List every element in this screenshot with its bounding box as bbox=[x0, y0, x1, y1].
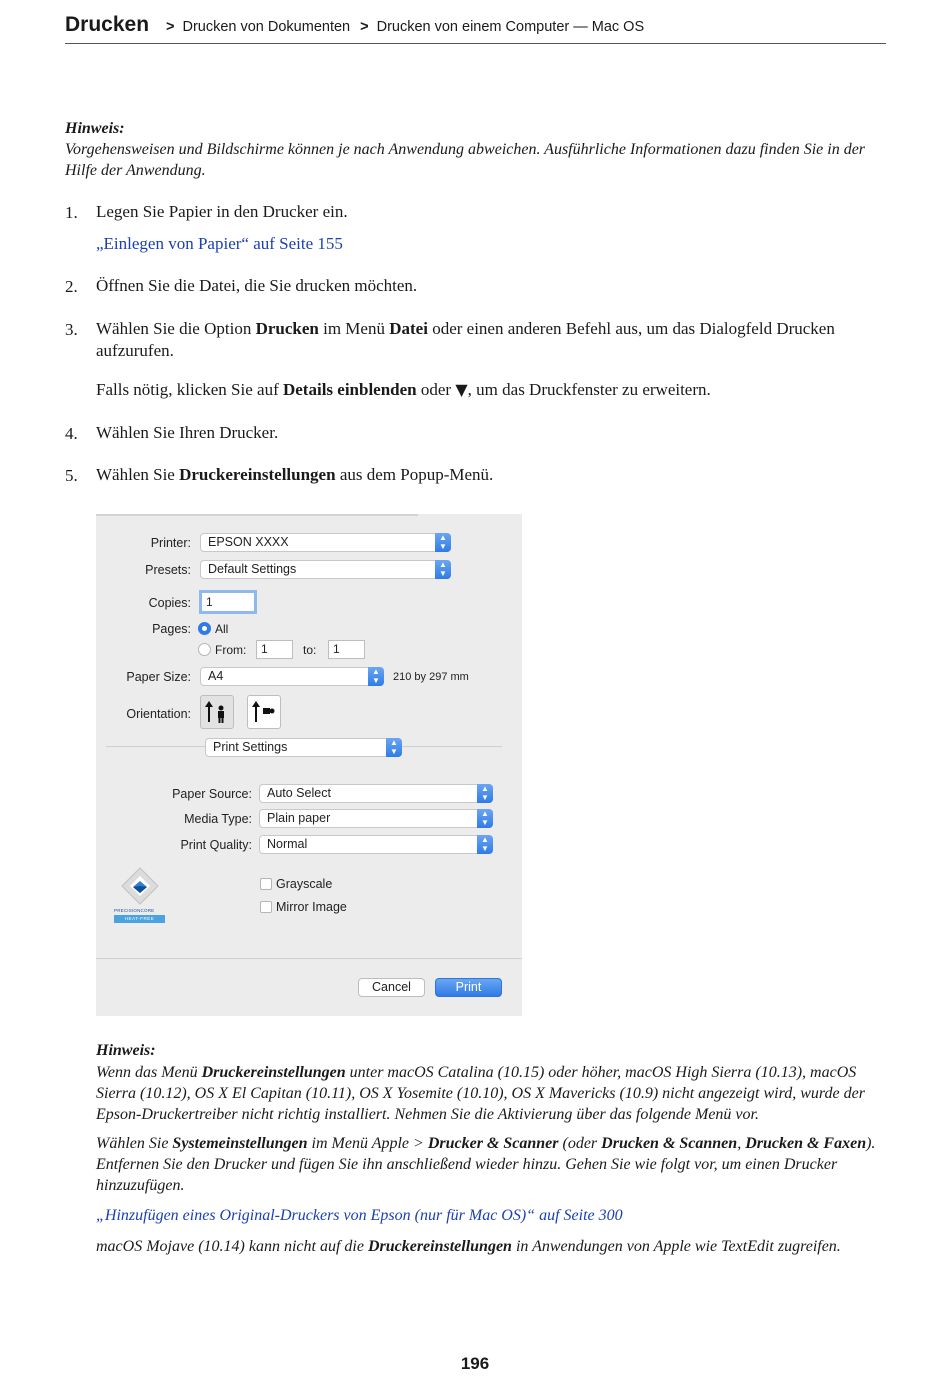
pages-all-radio[interactable] bbox=[198, 622, 211, 635]
printer-label: Printer: bbox=[150, 536, 191, 550]
step-number: 4. bbox=[65, 424, 78, 443]
pages-label: Pages: bbox=[152, 622, 191, 636]
orientation-label: Orientation: bbox=[126, 707, 191, 721]
link-add-epson-printer[interactable]: „Hinzufügen eines Original-Druckers von Epson (nur für Mac OS)“ auf Seite 300 bbox=[96, 1207, 623, 1224]
presets-label: Presets: bbox=[145, 563, 191, 577]
stepper-arrows-icon: ▲ ▼ bbox=[477, 784, 493, 803]
print-quality-label: Print Quality: bbox=[180, 838, 252, 852]
footer-separator bbox=[96, 958, 522, 959]
stepper-arrows-icon: ▲ ▼ bbox=[477, 809, 493, 828]
stepper-arrows-icon: ▲ ▼ bbox=[435, 533, 451, 552]
grayscale-label: Grayscale bbox=[276, 877, 333, 891]
print-dialog-screenshot bbox=[96, 514, 522, 1016]
breadcrumb-section: Drucken bbox=[65, 13, 150, 36]
note-title: Hinweis: bbox=[65, 120, 125, 137]
stepper-arrows-icon: ▲ ▼ bbox=[435, 560, 451, 579]
print-button[interactable]: Print bbox=[435, 978, 502, 997]
note-text: Vorgehensweisen und Bildschirme können je nach Anwendung abweichen. Ausführliche Informationen dazu finden Sie in der Hilfe der Anwendung. bbox=[65, 141, 866, 179]
orientation-portrait-button[interactable] bbox=[200, 695, 234, 729]
step-text: Öffnen Sie die Datei, die Sie drucken möchten. bbox=[96, 276, 418, 295]
paper-source-label: Paper Source: bbox=[172, 787, 252, 801]
stepper-arrows-icon: ▲ ▼ bbox=[386, 738, 402, 757]
precisioncore-diamond-icon bbox=[114, 864, 169, 912]
step-subtext: Falls nötig, klicken Sie auf Details einblenden oder ▼, um das Druckfenster zu erweitern. bbox=[96, 380, 711, 399]
step-number: 2. bbox=[65, 277, 78, 296]
step-text: Legen Sie Papier in den Drucker ein. bbox=[96, 202, 348, 221]
step-text: Wählen Sie Ihren Drucker. bbox=[96, 423, 279, 442]
pages-all-label: All bbox=[215, 622, 229, 636]
mirror-image-label: Mirror Image bbox=[276, 900, 347, 914]
link-paper-loading[interactable]: „Einlegen von Papier“ auf Seite 155 bbox=[96, 234, 343, 253]
pages-from-label: From: bbox=[215, 643, 247, 657]
logo-text: PRECISIONCORE bbox=[114, 908, 155, 913]
note-text: macOS Mojave (10.14) kann nicht auf die Druckereinstellungen in Anwendungen von Apple wie TextEdit zugreifen. bbox=[96, 1238, 841, 1255]
portrait-orientation-icon bbox=[201, 696, 233, 728]
grayscale-checkbox[interactable] bbox=[260, 878, 272, 890]
media-type-label: Media Type: bbox=[184, 812, 252, 826]
breadcrumb bbox=[158, 19, 644, 35]
precisioncore-logo bbox=[114, 864, 169, 929]
printer-popup[interactable]: EPSON XXXX ▲ ▼ bbox=[200, 533, 451, 552]
breadcrumb-separator: > bbox=[360, 19, 369, 35]
breadcrumb-separator: > bbox=[166, 19, 175, 35]
stepper-arrows-icon: ▲ ▼ bbox=[368, 667, 384, 686]
mirror-image-checkbox[interactable] bbox=[260, 901, 272, 913]
stepper-arrows-icon: ▲ ▼ bbox=[477, 835, 493, 854]
pages-to-field[interactable]: 1 bbox=[328, 640, 365, 659]
note-text: Wählen Sie Systemeinstellungen im Menü Apple > Drucker & Scanner (oder Drucken & Scannen, Drucken & Faxen). Entfernen Sie den Drucker und fügen Sie ihn anschließend wieder hinzu. Gehen Sie wie folgt vor, um einen Drucker hinzuzufügen. bbox=[96, 1135, 876, 1194]
panel-popup[interactable]: Print Settings ▲ ▼ bbox=[205, 738, 402, 757]
step-text: Wählen Sie Druckereinstellungen aus dem Popup-Menü. bbox=[96, 465, 494, 484]
pages-from-radio[interactable] bbox=[198, 643, 211, 656]
paper-size-dimensions: 210 by 297 mm bbox=[393, 671, 469, 683]
dialog-top-edge bbox=[96, 514, 418, 516]
orientation-landscape-button[interactable] bbox=[247, 695, 281, 729]
step-number: 5. bbox=[65, 466, 78, 485]
note-title: Hinweis: bbox=[96, 1042, 156, 1059]
note-text: Wenn das Menü Druckereinstellungen unter macOS Catalina (10.15) oder höher, macOS High Sierra (10.13), macOS Sierra (10.12), OS X El Capitan (10.11), OS X Yosemite (10.10), OS X Mavericks (10.9) nicht angezeigt wird, wurde der Epson-Druckertreiber nicht richtig installiert. Nehmen Sie die Aktivierung über das folgende Menü vor. bbox=[96, 1064, 865, 1123]
page-header bbox=[65, 12, 886, 44]
breadcrumb-item: Drucken von Dokumenten bbox=[182, 19, 351, 35]
pages-to-label: to: bbox=[303, 643, 317, 657]
pages-from-field[interactable]: 1 bbox=[256, 640, 293, 659]
paper-size-popup[interactable]: A4 ▲ ▼ bbox=[200, 667, 384, 686]
media-type-popup[interactable]: Plain paper ▲ ▼ bbox=[259, 809, 493, 828]
paper-source-popup[interactable]: Auto Select ▲ ▼ bbox=[259, 784, 493, 803]
step-number: 3. bbox=[65, 320, 78, 339]
copies-field[interactable]: 1 bbox=[199, 590, 257, 614]
page-number: 196 bbox=[460, 1354, 490, 1373]
logo-badge: HEAT-FREE bbox=[114, 915, 165, 923]
paper-size-label: Paper Size: bbox=[126, 670, 191, 684]
step-number: 1. bbox=[65, 203, 78, 222]
presets-popup[interactable]: Default Settings ▲ ▼ bbox=[200, 560, 451, 579]
breadcrumb-item: Drucken von einem Computer — Mac OS bbox=[376, 19, 645, 35]
cancel-button[interactable]: Cancel bbox=[358, 978, 425, 997]
landscape-orientation-icon bbox=[248, 696, 280, 728]
copies-label: Copies: bbox=[148, 596, 191, 610]
step-text: Wählen Sie die Option Drucken im Menü Datei oder einen anderen Befehl aus, um das Dialogfeld Drucken aufzurufen. bbox=[96, 319, 835, 360]
triangle-down-icon: ▼ bbox=[455, 380, 468, 399]
print-quality-popup[interactable]: Normal ▲ ▼ bbox=[259, 835, 493, 854]
